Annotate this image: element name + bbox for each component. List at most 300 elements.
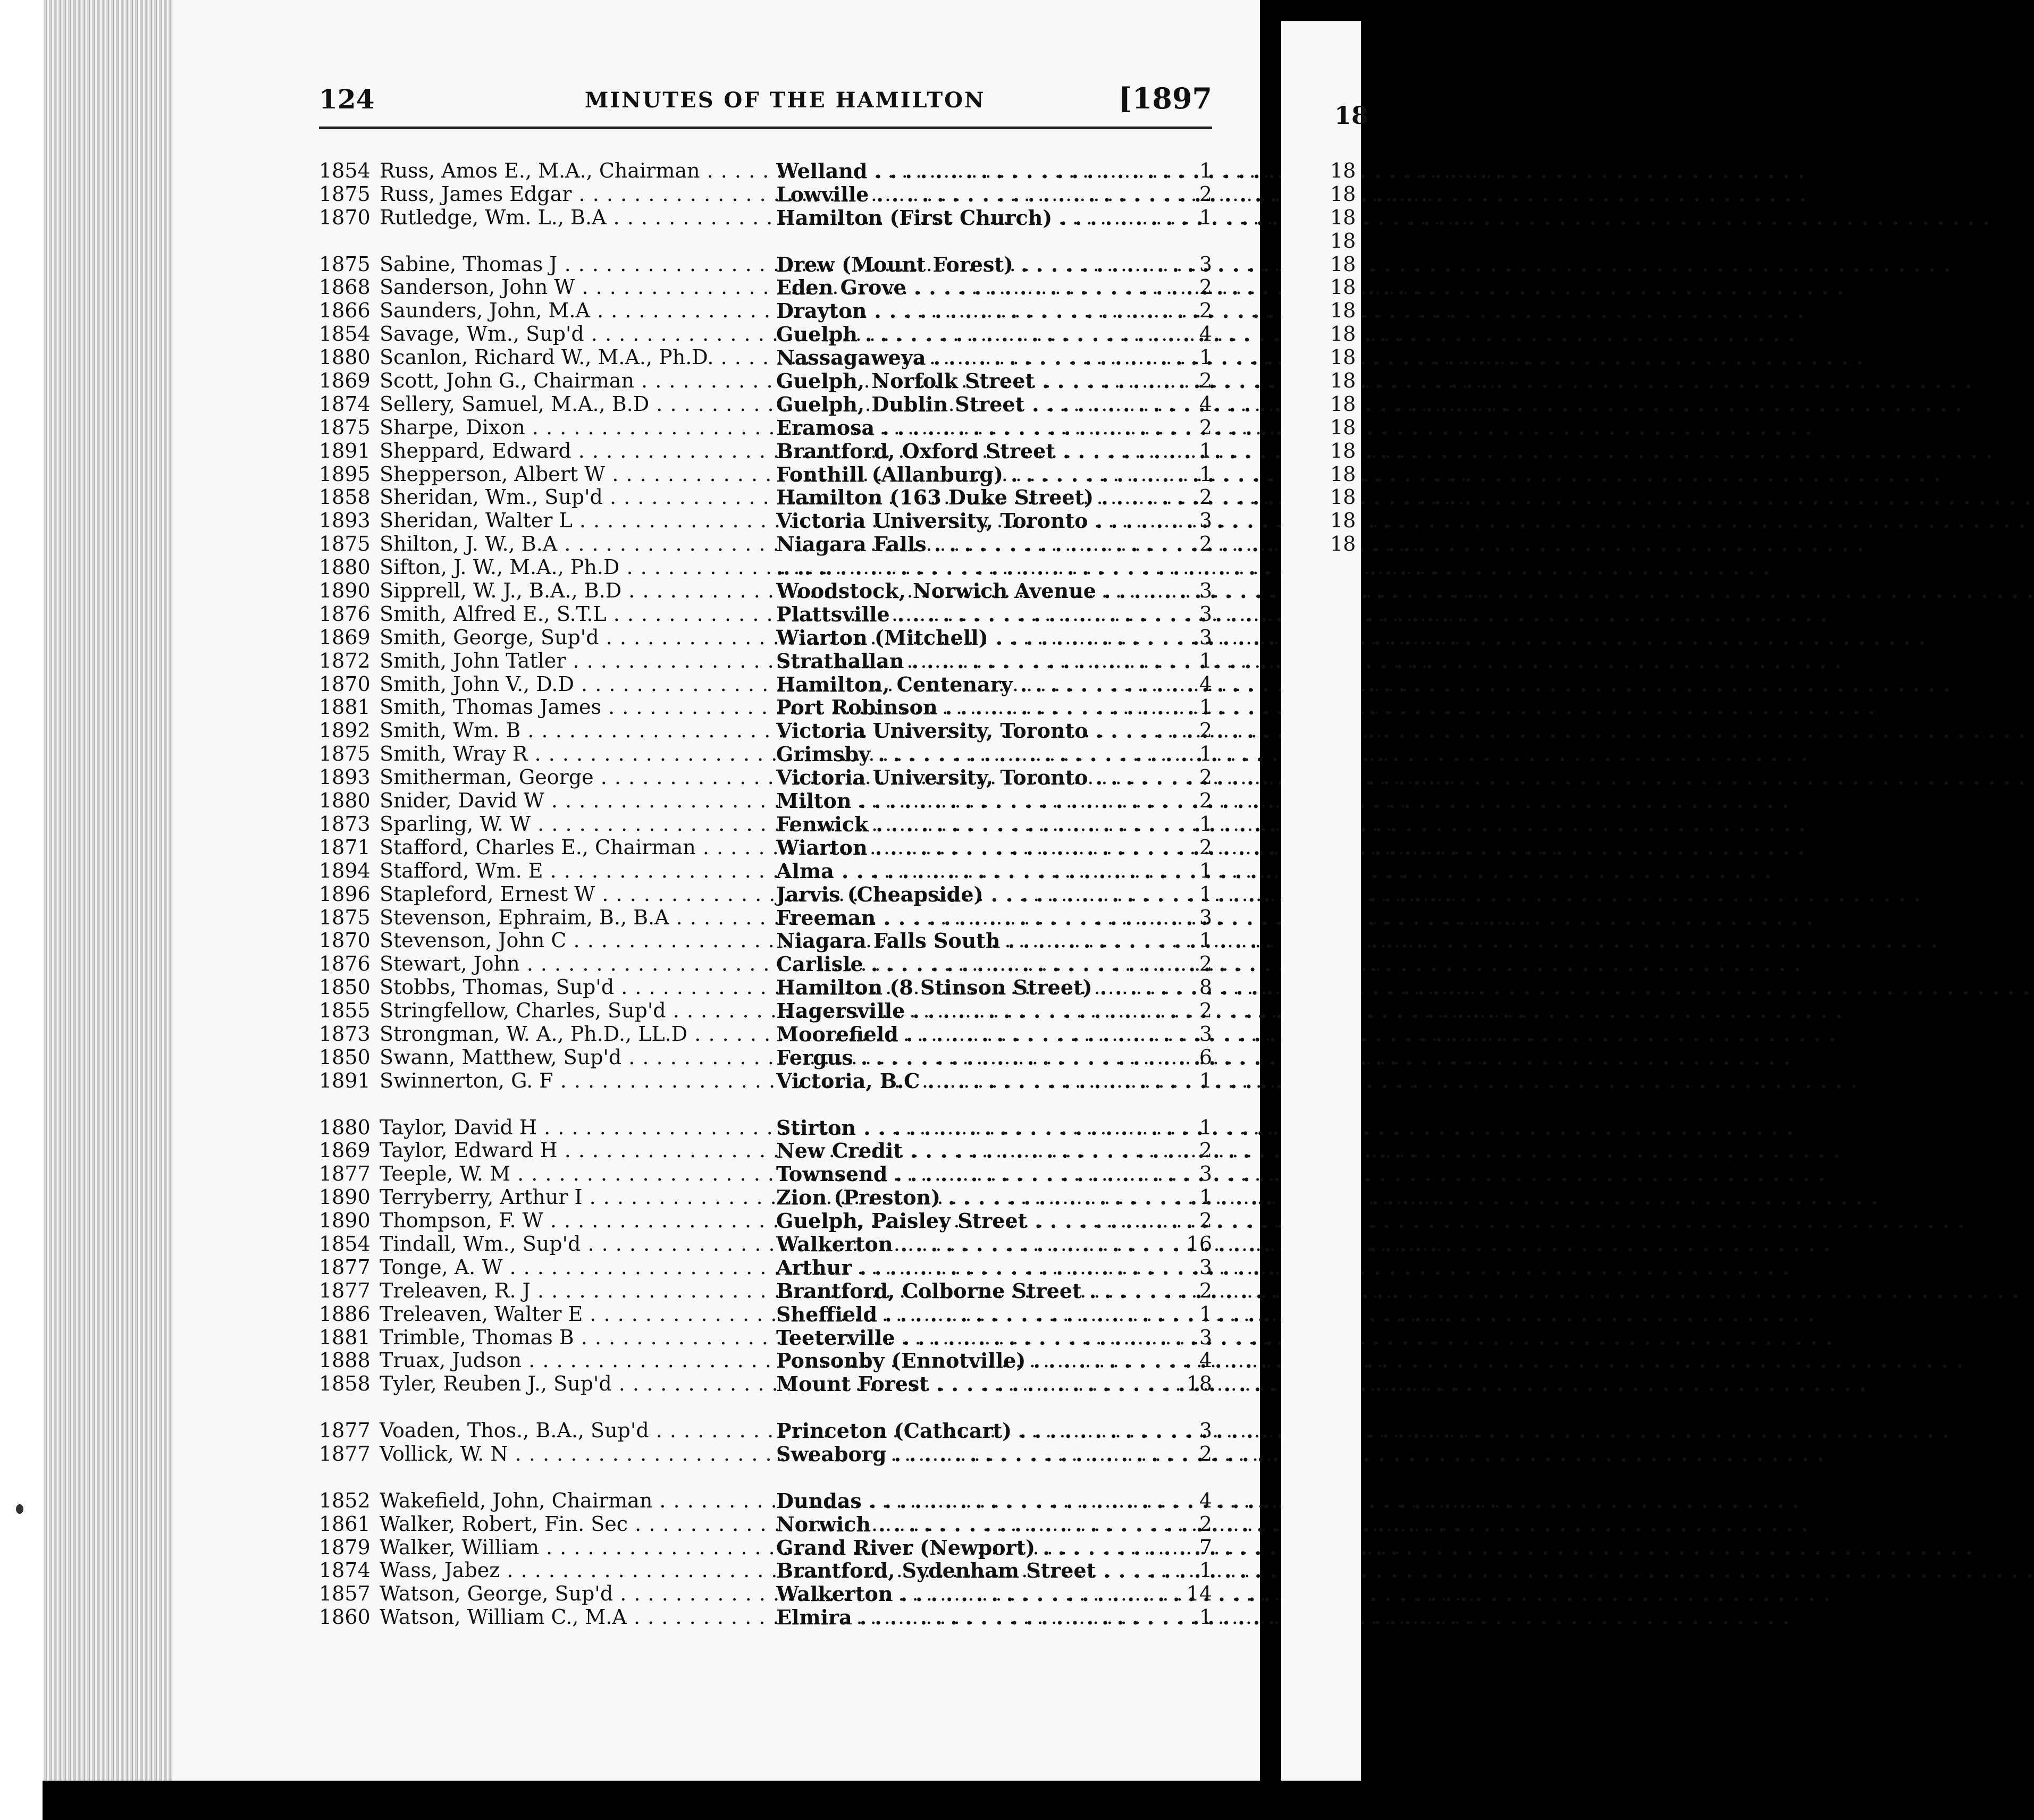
entry-name: Scanlon, Richard W., M.A., Ph.D. . . . [380, 346, 773, 369]
entry-year: 1850 [319, 1045, 371, 1069]
entry-year: 1855 [319, 999, 371, 1023]
list-item [319, 836, 1212, 860]
entry-circuit: Lowville . . . [776, 183, 1167, 206]
entry-years-served: 1 [1199, 882, 1212, 906]
facing-page-year: 18 [1330, 346, 1356, 369]
list-item [319, 299, 1212, 323]
entry-year: 1875 [319, 742, 371, 766]
entry-years-served: 1 [1199, 346, 1212, 369]
entry-years-served: 1 [1199, 742, 1212, 766]
entry-year: 1891 [319, 439, 371, 462]
entry-name: Taylor, David H . . . [380, 1116, 773, 1140]
list-item [319, 1046, 1212, 1069]
entry-name: Truax, Judson . . . [380, 1349, 773, 1372]
entry-years-served: 1 [1199, 1558, 1212, 1582]
entry-years-served: 7 [1199, 1535, 1212, 1559]
entry-name: Watson, William C., M.A . . . [380, 1606, 773, 1629]
entry-circuit: Sweaborg . . . [776, 1443, 1167, 1466]
entry-name: Walker, Robert, Fin. Sec . . . [380, 1513, 773, 1536]
list-item [319, 673, 1212, 696]
entry-circuit: Teeterville . . . [776, 1326, 1167, 1350]
entry-circuit: Norwich . . . [776, 1513, 1167, 1536]
entry-circuit: Mount Forest . . . [776, 1372, 1167, 1396]
entry-years-served: 1 [1199, 462, 1212, 486]
entry-years-served: 2 [1199, 1278, 1212, 1302]
entry-circuit: Jarvis (Cheapside) . . . [776, 883, 1167, 906]
entry-years-served: 3 [1199, 1419, 1212, 1443]
facing-page-year: 18 [1330, 415, 1356, 439]
entry-years-served: 3 [1199, 509, 1212, 533]
section-gap [319, 1396, 1212, 1419]
minister-list [319, 159, 1212, 1629]
entry-circuit: Sheffield . . . [776, 1303, 1167, 1326]
entry-name: Scott, John G., Chairman . . . [380, 369, 773, 393]
entry-circuit: Drayton . . . [776, 299, 1167, 323]
entry-year: 1890 [319, 1209, 371, 1233]
entry-year: 1872 [319, 648, 371, 672]
header-rule [319, 127, 1212, 129]
entry-year: 1894 [319, 858, 371, 882]
entry-years-served: 4 [1199, 672, 1212, 696]
entry-circuit: Hamilton, Centenary . . . [776, 673, 1167, 696]
list-item [319, 789, 1212, 813]
entry-circuit: Hamilton (First Church) . . . [776, 206, 1167, 230]
entry-years-served: 4 [1199, 392, 1212, 416]
list-item [319, 906, 1212, 930]
entry-name: Sellery, Samuel, M.A., B.D . . . [380, 393, 773, 416]
facing-page-number: 18 [1334, 101, 1369, 130]
list-item [319, 1489, 1212, 1513]
entry-name: Russ, James Edgar . . . [380, 183, 773, 206]
entry-name: Smith, Alfred E., S.T.L . . . [380, 603, 773, 626]
entry-year: 1888 [319, 1349, 371, 1372]
facing-page-year: 18 [1330, 532, 1356, 556]
section-gap [319, 1093, 1212, 1116]
entry-years-served: 3 [1199, 905, 1212, 929]
entry-years-served: 2 [1199, 1139, 1212, 1162]
entry-circuit: Fergus . . . [776, 1046, 1167, 1069]
list-item [319, 183, 1212, 206]
entry-year: 1890 [319, 579, 371, 603]
entry-year: 1879 [319, 1535, 371, 1559]
entry-circuit: Guelph, Dublin Street . . . [776, 393, 1167, 416]
list-item [319, 1116, 1212, 1140]
entry-year: 1880 [319, 1115, 371, 1139]
entry-years-served: 2 [1199, 415, 1212, 439]
entry-years-served: 1 [1199, 439, 1212, 462]
entry-year: 1880 [319, 789, 371, 813]
entry-circuit: Zion (Preston) . . . [776, 1186, 1167, 1209]
entry-name: Sheridan, Walter L . . . [380, 509, 773, 533]
entry-year: 1866 [319, 299, 371, 323]
entry-name: Rutledge, Wm. L., B.A . . . [380, 206, 773, 230]
entry-year: 1873 [319, 1022, 371, 1046]
entry-name: Stringfellow, Charles, Sup'd . . . [380, 999, 773, 1023]
entry-year: 1877 [319, 1442, 371, 1465]
list-item [319, 1606, 1212, 1629]
entry-name: Snider, David W . . . [380, 789, 773, 813]
entry-circuit: .. .. .. . . . [776, 556, 1167, 579]
entry-name: Wakefield, John, Chairman . . . [380, 1489, 773, 1513]
list-item [319, 1233, 1212, 1256]
entry-years-served: 1 [1199, 1605, 1212, 1629]
list-item [319, 253, 1212, 276]
entry-years-served: 3 [1199, 252, 1212, 276]
entry-circuit: Niagara Falls . . . [776, 533, 1167, 556]
entry-year: 1876 [319, 952, 371, 976]
list-item [319, 1279, 1212, 1303]
facing-page-year: 18 [1330, 462, 1356, 486]
facing-page-year: 18 [1330, 322, 1356, 346]
entry-year: 1854 [319, 159, 371, 182]
entry-year: 1869 [319, 1139, 371, 1162]
facing-page-year: 18 [1330, 252, 1356, 276]
list-item [319, 603, 1212, 626]
entry-years-served: 4 [1199, 322, 1212, 346]
entry-years-served: 6 [1199, 1045, 1212, 1069]
entry-circuit: Niagara Falls South . . . [776, 929, 1167, 953]
entry-year: 1877 [319, 1419, 371, 1443]
entry-year: 1881 [319, 1325, 371, 1349]
facing-page-year: 18 [1330, 182, 1356, 206]
entry-years-served: 2 [1199, 1512, 1212, 1536]
facing-page-year: 18 [1330, 205, 1356, 229]
list-item [319, 650, 1212, 673]
entry-name: Treleaven, R. J . . . [380, 1279, 773, 1303]
list-item [319, 766, 1212, 789]
entry-year: 1870 [319, 672, 371, 696]
list-item [319, 1023, 1212, 1046]
facing-page-year: 18 [1330, 275, 1356, 299]
list-item [319, 393, 1212, 416]
entry-year: 1880 [319, 555, 371, 579]
entry-circuit: Princeton (Cathcart) . . . [776, 1419, 1167, 1443]
list-item [319, 1536, 1212, 1560]
entry-name: Sparling, W. W . . . [380, 813, 773, 836]
list-item [319, 159, 1212, 183]
entry-year: 1854 [319, 322, 371, 346]
list-item [319, 976, 1212, 999]
entry-circuit: Welland . . . [776, 159, 1167, 183]
entry-years-served: 1 [1199, 812, 1212, 836]
list-item [319, 509, 1212, 533]
entry-name: Stewart, John . . . [380, 953, 773, 976]
entry-year: 1857 [319, 1582, 371, 1606]
entry-name: Taylor, Edward H . . . [380, 1139, 773, 1162]
entry-name: Stapleford, Ernest W . . . [380, 883, 773, 906]
entry-years-served: 2 [1199, 369, 1212, 393]
entry-years-served: 16 [1186, 1232, 1212, 1256]
entry-circuit: Wiarton . . . [776, 836, 1167, 860]
entry-circuit: Woodstock, Norwich Avenue . . . [776, 579, 1167, 603]
entry-name: Watson, George, Sup'd . . . [380, 1582, 773, 1606]
list-item [319, 860, 1212, 883]
entry-circuit: Plattsville . . . [776, 603, 1167, 626]
scan-margin [0, 0, 43, 1820]
entry-name: Sheppard, Edward . . . [380, 440, 773, 463]
entry-year: 1876 [319, 602, 371, 626]
entry-years-served: 2 [1199, 299, 1212, 323]
entry-year: 1877 [319, 1255, 371, 1279]
entry-years-served: 3 [1199, 1255, 1212, 1279]
entry-years-served: 1 [1199, 205, 1212, 229]
entry-circuit: New Credit . . . [776, 1139, 1167, 1162]
entry-years-served: 2 [1199, 765, 1212, 789]
entry-name: Strongman, W. A., Ph.D., LL.D . . . [380, 1023, 773, 1046]
entry-name: Smitherman, George . . . [380, 766, 773, 789]
entry-year: 1890 [319, 1185, 371, 1209]
entry-year: 1892 [319, 719, 371, 743]
entry-name: Smith, Wm. B . . . [380, 719, 773, 743]
entry-year: 1858 [319, 1372, 371, 1396]
entry-name: Stevenson, John C . . . [380, 929, 773, 953]
page-number: 124 [319, 83, 375, 115]
entry-name: Stevenson, Ephraim, B., B.A . . . [380, 906, 773, 930]
entry-name: Swann, Matthew, Sup'd . . . [380, 1046, 773, 1069]
entry-circuit: Brantford, Oxford Street . . . [776, 440, 1167, 463]
entry-circuit: Victoria University, Toronto . . . [776, 509, 1167, 533]
entry-name: Sabine, Thomas J . . . [380, 253, 773, 276]
entry-years-served: 4 [1199, 1349, 1212, 1372]
entry-years-served: 2 [1199, 275, 1212, 299]
list-item [319, 579, 1212, 603]
entry-circuit: Alma . . . [776, 860, 1167, 883]
page-title: MINUTES OF THE HAMILTON [585, 88, 986, 113]
entry-years-served: 8 [1199, 975, 1212, 999]
entry-years-served: 3 [1199, 1162, 1212, 1186]
entry-year: 1869 [319, 369, 371, 393]
list-item [319, 1162, 1212, 1186]
entry-circuit: Fenwick . . . [776, 813, 1167, 836]
entry-circuit: Victoria University, Toronto . . . [776, 766, 1167, 789]
entry-years-served: 2 [1199, 719, 1212, 743]
entry-circuit: Victoria University, Toronto . . . [776, 719, 1167, 743]
list-item [319, 369, 1212, 393]
facing-page-year: 18 [1330, 229, 1356, 252]
entry-years-served: 2 [1199, 485, 1212, 509]
list-item [319, 1303, 1212, 1326]
header-year: [1897 [1119, 81, 1212, 115]
facing-page-year: 18 [1330, 392, 1356, 416]
entry-circuit: Townsend . . . [776, 1162, 1167, 1186]
entry-year: 1850 [319, 975, 371, 999]
list-item [319, 1069, 1212, 1093]
entry-circuit: Milton . . . [776, 789, 1167, 813]
entry-years-served: 1 [1199, 695, 1212, 719]
entry-years-served: 2 [1199, 532, 1212, 556]
list-item [319, 206, 1212, 230]
entry-circuit: Fonthill (Allanburg) . . . [776, 463, 1167, 486]
entry-circuit: Guelph, Paisley Street . . . [776, 1209, 1167, 1233]
list-item [319, 883, 1212, 906]
entry-circuit: Brantford, Colborne Street . . . [776, 1279, 1167, 1303]
list-item [319, 1256, 1212, 1279]
entry-name: Treleaven, Walter E . . . [380, 1303, 773, 1326]
entry-circuit: Eramosa . . . [776, 416, 1167, 440]
entry-year: 1875 [319, 905, 371, 929]
entry-years-served: 1 [1199, 1302, 1212, 1326]
entry-name: Sheridan, Wm., Sup'd . . . [380, 486, 773, 509]
entry-name: Trimble, Thomas B . . . [380, 1326, 773, 1350]
entry-circuit: Hamilton (163 Duke Street) . . . [776, 486, 1167, 509]
entry-years-served: 18 [1186, 1372, 1212, 1396]
entry-circuit: Stirton . . . [776, 1116, 1167, 1140]
entry-year: 1895 [319, 462, 371, 486]
entry-circuit: Elmira . . . [776, 1606, 1167, 1629]
entry-name: Smith, Wray R . . . [380, 743, 773, 766]
list-item [319, 696, 1212, 719]
entry-years-served: 2 [1199, 789, 1212, 813]
entry-circuit: Walkerton . . . [776, 1233, 1167, 1256]
entry-years-served: 1 [1199, 1185, 1212, 1209]
entry-name: Tindall, Wm., Sup'd . . . [380, 1233, 773, 1256]
list-item [319, 486, 1212, 509]
list-item [319, 440, 1212, 463]
facing-page-list [1281, 159, 1356, 556]
running-head [319, 77, 1212, 114]
entry-circuit: Hamilton (8 Stinson Street) . . . [776, 976, 1167, 999]
list-item [319, 1443, 1212, 1466]
entry-year: 1886 [319, 1302, 371, 1326]
entry-year: 1874 [319, 1558, 371, 1582]
entry-name: Vollick, W. N . . . [380, 1443, 773, 1466]
facing-page-year: 18 [1330, 509, 1356, 533]
list-item [319, 929, 1212, 953]
entry-name: Russ, Amos E., M.A., Chairman . . . [380, 159, 773, 183]
section-gap [319, 230, 1212, 253]
entry-year: 1858 [319, 485, 371, 509]
entry-year: 1875 [319, 252, 371, 276]
list-item [319, 276, 1212, 299]
entry-year: 1870 [319, 205, 371, 229]
entry-years-served: 2 [1199, 835, 1212, 859]
entry-name: Tonge, A. W . . . [380, 1256, 773, 1279]
entry-circuit: Strathallan . . . [776, 650, 1167, 673]
entry-years-served: 3 [1199, 625, 1212, 649]
entry-year: 1881 [319, 695, 371, 719]
entry-name: Sipprell, W. J., B.A., B.D . . . [380, 579, 773, 603]
entry-name: Terryberry, Arthur I . . . [380, 1186, 773, 1209]
entry-year: 1860 [319, 1605, 371, 1629]
entry-year: 1873 [319, 812, 371, 836]
facing-page-year: 18 [1330, 299, 1356, 323]
facing-page-year: 18 [1330, 159, 1356, 182]
entry-year: 1877 [319, 1278, 371, 1302]
facing-page-year: 18 [1330, 439, 1356, 462]
entry-years-served: 3 [1199, 579, 1212, 603]
list-item [319, 1186, 1212, 1209]
entry-circuit: Ponsonby (Ennotville) . . . [776, 1349, 1167, 1372]
page-edges [43, 0, 173, 1781]
entry-year: 1861 [319, 1512, 371, 1536]
entry-name: Teeple, W. M . . . [380, 1162, 773, 1186]
entry-name: Swinnerton, G. F . . . [380, 1069, 773, 1093]
entry-name: Stafford, Wm. E . . . [380, 860, 773, 883]
facing-page [1281, 21, 1369, 1781]
section-gap [319, 1466, 1212, 1489]
entry-name: Smith, John Tatler . . . [380, 650, 773, 673]
entry-year: 1891 [319, 1068, 371, 1092]
entry-name: Shilton, J. W., B.A . . . [380, 533, 773, 556]
entry-name: Smith, Thomas James . . . [380, 696, 773, 719]
entry-name: Stafford, Charles E., Chairman . . . [380, 836, 773, 860]
entry-year: 1868 [319, 275, 371, 299]
list-item [319, 1139, 1212, 1162]
entry-name: Smith, John V., D.D . . . [380, 673, 773, 696]
entry-year: 1875 [319, 415, 371, 439]
entry-years-served: 1 [1199, 648, 1212, 672]
facing-page-year: 18 [1330, 369, 1356, 393]
entry-year: 1852 [319, 1488, 371, 1512]
facing-page-year: 18 [1330, 485, 1356, 509]
entry-year: 1896 [319, 882, 371, 906]
entry-years-served: 1 [1199, 1115, 1212, 1139]
entry-circuit: Port Robinson . . . [776, 696, 1167, 719]
entry-circuit: Dundas . . . [776, 1489, 1167, 1513]
entry-year: 1875 [319, 532, 371, 556]
entry-year: 1871 [319, 835, 371, 859]
entry-circuit: Carlisle . . . [776, 953, 1167, 976]
entry-circuit: Hagersville . . . [776, 999, 1167, 1023]
entry-years-served: 1 [1199, 1068, 1212, 1092]
entry-circuit: Victoria, B.C . . . [776, 1069, 1167, 1093]
entry-name: Sharpe, Dixon . . . [380, 416, 773, 440]
entry-years-served: 2 [1199, 999, 1212, 1023]
list-item [319, 1326, 1212, 1350]
entry-name: Shepperson, Albert W . . . [380, 463, 773, 486]
entry-name: Voaden, Thos., B.A., Sup'd . . . [380, 1419, 773, 1443]
entry-circuit: Grimsby . . . [776, 743, 1167, 766]
list-item [319, 1513, 1212, 1536]
list-item [319, 953, 1212, 976]
entry-name: Smith, George, Sup'd . . . [380, 626, 773, 650]
list-item [319, 1419, 1212, 1443]
entry-circuit: Nassagaweya . . . [776, 346, 1167, 369]
list-item [319, 556, 1212, 579]
entry-year: 1869 [319, 625, 371, 649]
list-item [319, 743, 1212, 766]
entry-name: Stobbs, Thomas, Sup'd . . . [380, 976, 773, 999]
entry-name: Saunders, John, M.A . . . [380, 299, 773, 323]
list-item [319, 1559, 1212, 1582]
entry-year: 1880 [319, 346, 371, 369]
entry-year: 1893 [319, 765, 371, 789]
entry-circuit: Moorefield . . . [776, 1023, 1167, 1046]
list-item [319, 533, 1212, 556]
entry-years-served: 4 [1199, 1488, 1212, 1512]
entry-name: Sifton, J. W., M.A., Ph.D . . . [380, 556, 773, 579]
entry-years-served: 1 [1199, 929, 1212, 953]
entry-circuit: Freeman . . . [776, 906, 1167, 930]
list-item [319, 813, 1212, 836]
entry-years-served: 3 [1199, 1325, 1212, 1349]
entry-name: Tyler, Reuben J., Sup'd . . . [380, 1372, 773, 1396]
list-item [319, 999, 1212, 1023]
entry-circuit: Grand River (Newport) . . . [776, 1536, 1167, 1560]
entry-circuit: Wiarton (Mitchell) . . . [776, 626, 1167, 650]
list-item [319, 626, 1212, 650]
scan-speck [16, 1504, 23, 1514]
entry-circuit: Guelph, Norfolk Street . . . [776, 369, 1167, 393]
entry-name: Wass, Jabez . . . [380, 1559, 773, 1582]
entry-years-served: 3 [1199, 602, 1212, 626]
entry-years-served: 1 [1199, 858, 1212, 882]
list-item [319, 463, 1212, 486]
entry-years-served: 1 [1199, 159, 1212, 182]
entry-year: 1875 [319, 182, 371, 206]
entry-year: 1854 [319, 1232, 371, 1256]
entry-name: Savage, Wm., Sup'd . . . [380, 323, 773, 346]
